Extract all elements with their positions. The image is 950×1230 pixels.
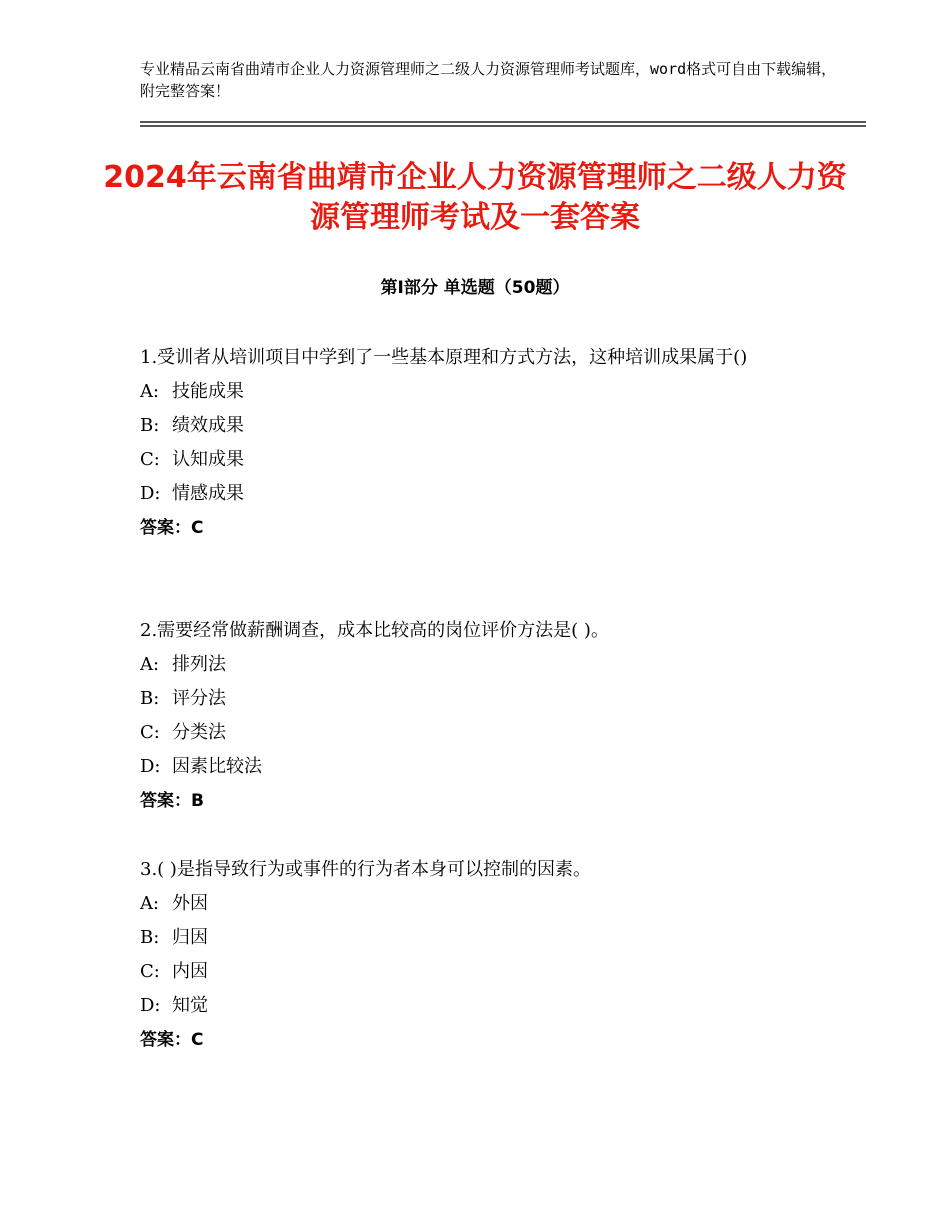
option-text: 内因: [172, 961, 208, 982]
answer: 答案：C: [140, 1030, 204, 1050]
document-title: 2024年云南省曲靖市企业人力资源管理师之二级人力资源管理师考试及一套答案: [103, 160, 847, 235]
option-text: 因素比较法: [172, 756, 262, 777]
option-d: [140, 477, 820, 511]
option-text: 技能成果: [172, 381, 244, 402]
option-a: [140, 887, 820, 921]
answer: 答案：B: [140, 791, 204, 811]
question-3: [140, 853, 820, 1057]
option-d: [140, 750, 820, 784]
option-letter: C:: [140, 722, 160, 743]
option-text: 绩效成果: [172, 415, 244, 436]
option-c: [140, 443, 820, 477]
option-letter: B:: [140, 688, 160, 709]
option-text: 分类法: [172, 722, 226, 743]
option-b: [140, 682, 820, 716]
option-text: 外因: [172, 893, 208, 914]
option-text: 知觉: [172, 995, 208, 1016]
option-c: [140, 716, 820, 750]
option-c: [140, 955, 820, 989]
question-stem: 2.需要经常做薪酬调查，成本比较高的岗位评价方法是( )。: [140, 620, 609, 641]
option-text: 排列法: [172, 654, 226, 675]
option-letter: A:: [140, 893, 160, 914]
header-note: 专业精品云南省曲靖市企业人力资源管理师之二级人力资源管理师考试题库，word格式可自由下载编辑，附完整答案！: [140, 60, 837, 100]
option-letter: A:: [140, 381, 160, 402]
option-text: 评分法: [172, 688, 226, 709]
option-letter: D:: [140, 995, 161, 1016]
option-b: [140, 921, 820, 955]
option-text: 归因: [172, 927, 208, 948]
answer: 答案：C: [140, 518, 204, 538]
option-letter: A:: [140, 654, 160, 675]
header-divider: [140, 121, 866, 123]
option-d: [140, 989, 820, 1023]
option-a: [140, 648, 820, 682]
option-letter: C:: [140, 961, 160, 982]
option-letter: B:: [140, 415, 160, 436]
header-divider-secondary: [140, 125, 866, 127]
option-letter: C:: [140, 449, 160, 470]
option-letter: D:: [140, 756, 161, 777]
option-b: [140, 409, 820, 443]
option-text: 情感成果: [172, 483, 244, 504]
question-stem: 1.受训者从培训项目中学到了一些基本原理和方式方法，这种培训成果属于(): [140, 347, 748, 368]
option-a: [140, 375, 820, 409]
question-1: [140, 341, 820, 545]
question-stem: 3.( )是指导致行为或事件的行为者本身可以控制的因素。: [140, 859, 591, 880]
question-2: [140, 614, 820, 818]
option-text: 认知成果: [172, 449, 244, 470]
option-letter: D:: [140, 483, 161, 504]
section-heading: 第Ⅰ部分 单选题（50题）: [380, 278, 570, 298]
option-letter: B:: [140, 927, 160, 948]
